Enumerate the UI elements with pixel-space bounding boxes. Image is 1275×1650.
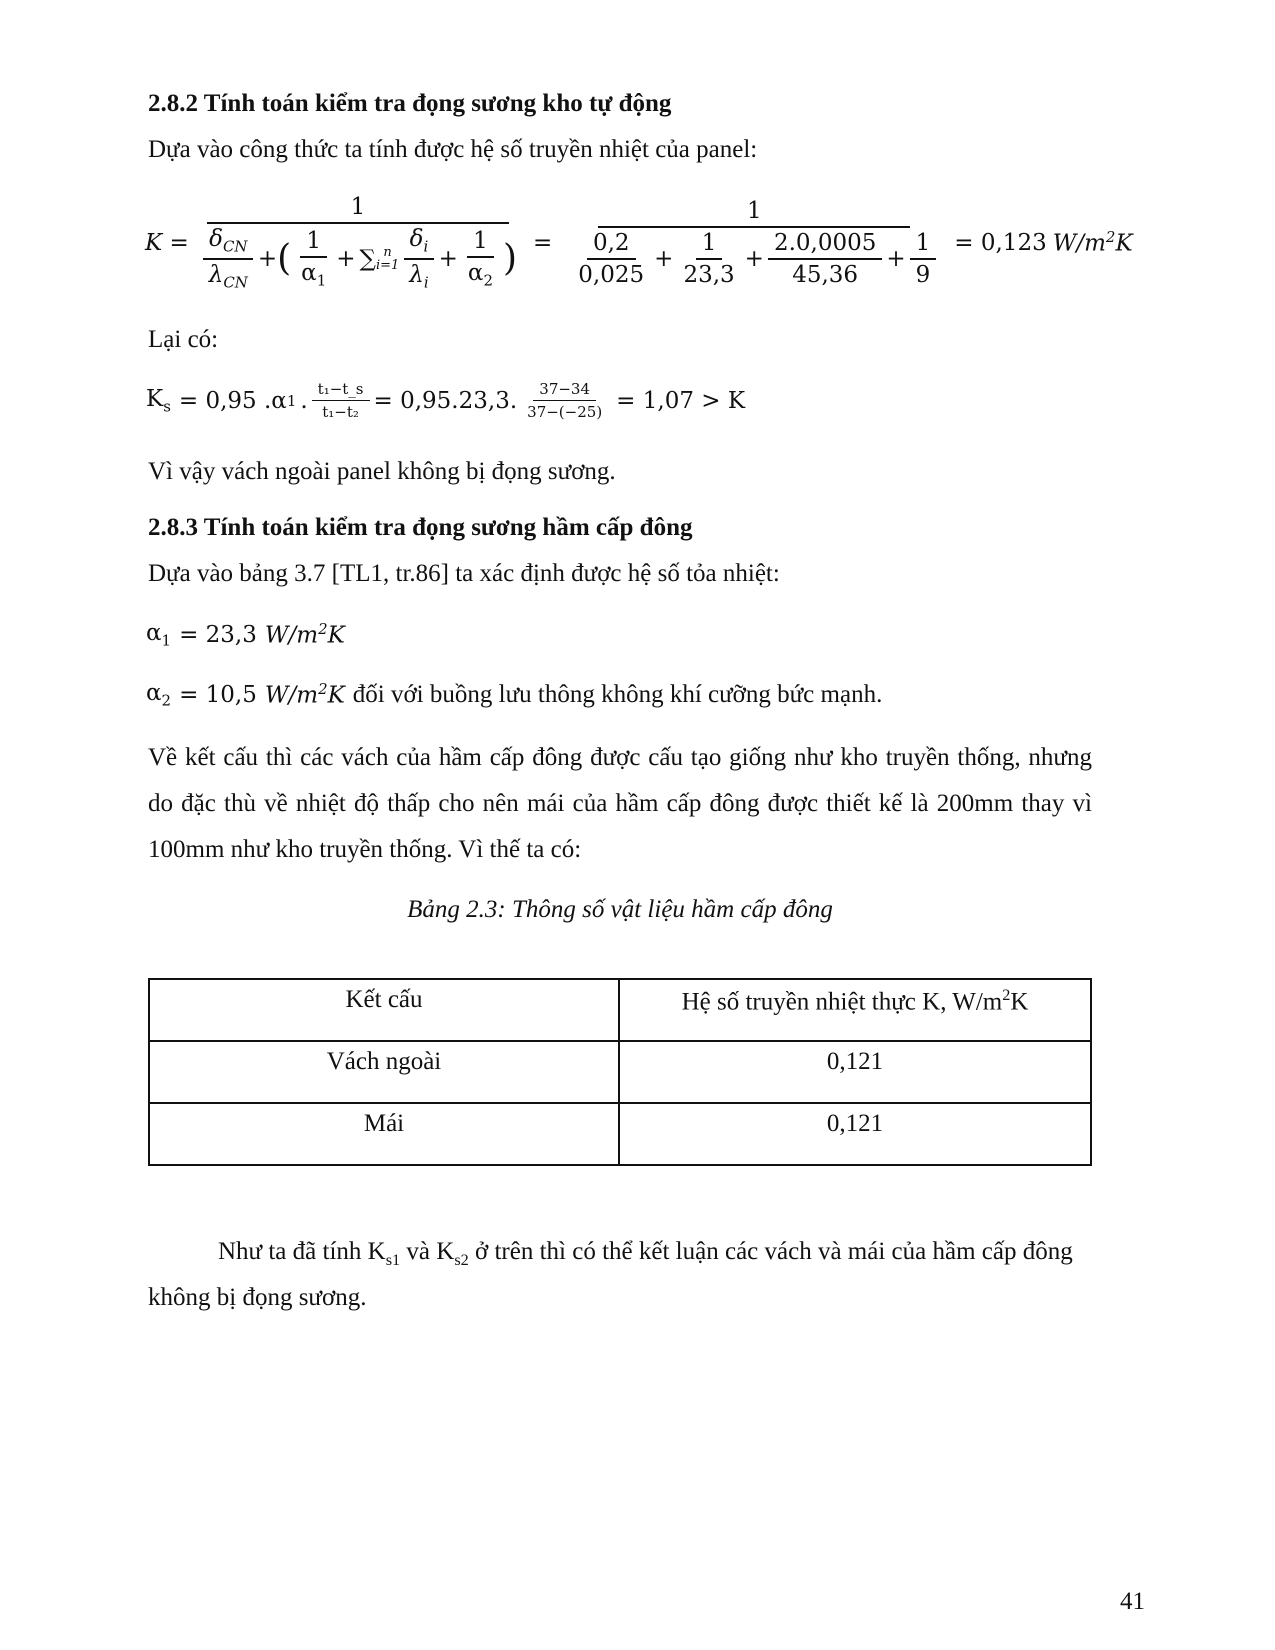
plus-sign: +	[438, 245, 458, 272]
plus-sign: +	[744, 245, 764, 272]
alpha2-sup: 2	[318, 680, 328, 699]
equation-ks	[146, 380, 745, 421]
close-paren: )	[502, 238, 518, 280]
a2-den: α	[467, 259, 484, 286]
delta-cn-sub: CN	[222, 237, 248, 256]
ks-part1: = 0,95 .α	[178, 387, 287, 414]
final-sub-2: s2	[454, 1251, 469, 1269]
f3-den: 45,36	[792, 261, 859, 288]
lai-co-text: Lại có:	[148, 326, 219, 353]
eq-k-unit-sup: 2	[1105, 228, 1116, 247]
sum-sub: i=1	[375, 257, 400, 273]
eq-k-a1-frac	[295, 228, 332, 290]
eq-k-result: = 0,123	[954, 229, 1047, 256]
eq-k-lhs: K =	[145, 229, 189, 256]
ks-part1-sub: 1	[286, 391, 297, 410]
intro-text-283: Dựa vào bảng 3.7 [TL1, tr.86] ta xác định được hệ số tỏa nhiệt:	[148, 560, 780, 587]
eq-k-dcn-frac	[203, 226, 254, 291]
eq-k-a2-frac	[462, 228, 499, 290]
plus-sign: +	[886, 245, 906, 272]
eq-k-di-frac	[403, 226, 434, 291]
equation-k	[145, 194, 1133, 291]
lambda-i-sub: i	[423, 273, 429, 292]
table-header-k-label: Hệ số truyền nhiệt thực K, W/m	[681, 988, 1003, 1016]
a2-sub: 2	[483, 271, 493, 290]
open-paren: (	[277, 238, 292, 280]
eq-k-main-den	[193, 224, 523, 291]
alpha2-line	[146, 680, 882, 710]
table-header-row	[149, 979, 1091, 1041]
ks-dot: .	[300, 387, 308, 414]
table-cell-name: Mái	[149, 1103, 619, 1165]
ks-frac-b-den: 37−(−25)	[527, 403, 603, 421]
final-line-2: không bị đọng sương.	[148, 1284, 367, 1311]
table-header-structure: Kết cấu	[149, 979, 619, 1041]
a1-sub: 1	[316, 271, 327, 290]
alpha1-sym: α	[146, 620, 162, 646]
ks-frac-a-den: t₁−t₂	[322, 403, 359, 421]
alpha1-sub: 1	[161, 631, 172, 650]
table-cell-value: 0,121	[619, 1103, 1091, 1165]
f3-num: 2.0,0005	[768, 230, 882, 260]
f2-den: 23,3	[683, 261, 735, 288]
table-row	[149, 1041, 1091, 1103]
delta-i: δ	[409, 226, 424, 252]
a1-num: 1	[300, 228, 327, 258]
table-row	[149, 1103, 1091, 1165]
para-line-3: 100mm như kho truyền thống. Vì thế ta có:	[148, 836, 582, 863]
eq-k-numeric-den	[562, 228, 946, 288]
ks-frac-a-num: t₁−t_s	[312, 380, 370, 401]
lambda-i: λ	[409, 261, 424, 288]
eq-k-fraction-numeric	[562, 198, 946, 288]
a2-num: 1	[467, 228, 494, 258]
alpha1-end: K	[327, 623, 345, 650]
ks-lhs: K	[146, 385, 164, 412]
alpha1-value: = 23,3	[179, 621, 257, 648]
delta-i-sub: i	[423, 237, 429, 256]
page-number: 41	[1120, 1588, 1145, 1615]
eq-k-numeric-num: 1	[598, 198, 910, 228]
final-sub-1: s1	[385, 1251, 401, 1269]
plus-sign: +	[336, 245, 356, 272]
a1-den: α	[301, 259, 317, 286]
intro-text-282: Dựa vào công thức ta tính được hệ số truyền nhiệt của panel:	[148, 136, 758, 163]
eq-k-fraction-main	[193, 194, 523, 291]
para-line-1: Về kết cấu thì các vách của hầm cấp đông được cấu tạo giống như kho truyền thống, nhưng	[148, 744, 1092, 771]
lambda-cn-sub: CN	[223, 273, 248, 292]
section-heading-283: 2.8.3 Tính toán kiểm tra đọng sương hầm cấp đông	[148, 514, 693, 541]
para-line-2: do đặc thù về nhiệt độ thấp cho nên mái của hầm cấp đông được thiết kế là 200mm thay vì	[148, 790, 1092, 817]
conclusion-282: Vì vậy vách ngoài panel không bị đọng sương.	[148, 458, 616, 485]
alpha2-note: đối với buồng lưu thông không khí cưỡng bức mạnh.	[352, 680, 883, 708]
ks-lhs-sub: s	[163, 397, 171, 416]
plus-sign: +	[654, 245, 674, 272]
ks-result: = 1,07 > K	[616, 387, 746, 414]
alpha1-unit: W/m	[264, 623, 319, 650]
delta-cn: δ	[209, 226, 223, 252]
table-cell-value: 0,121	[619, 1041, 1091, 1103]
equals-sign: =	[533, 229, 553, 256]
sum-sup: n	[383, 244, 392, 260]
alpha2-unit: W/m	[264, 683, 319, 710]
alpha1-sup: 2	[318, 620, 328, 639]
final-text-a: Như ta đã tính K	[218, 1238, 386, 1265]
alpha2-sym: α	[146, 680, 162, 706]
section-heading-282: 2.8.2 Tính toán kiểm tra đọng sương kho tự động	[148, 90, 672, 117]
alpha1-line	[146, 620, 345, 650]
alpha2-sub: 2	[161, 691, 172, 710]
table-cell-name: Vách ngoài	[149, 1041, 619, 1103]
lambda-cn: λ	[208, 261, 224, 288]
f4-num: 1	[910, 230, 937, 260]
f1-num: 0,2	[587, 230, 636, 260]
eq-k-main-num: 1	[207, 194, 509, 224]
f1-den: 0,025	[578, 261, 645, 288]
plus-sign: +	[257, 245, 278, 272]
f2-num: 1	[696, 230, 723, 260]
eq-k-unit-end: K	[1115, 230, 1133, 257]
material-table	[148, 978, 1092, 1166]
table-header-k	[619, 979, 1091, 1041]
final-text-b: và K	[400, 1238, 455, 1265]
ks-part2: = 0,95.23,3.	[373, 387, 518, 414]
sum-symbol: ∑	[359, 245, 376, 272]
alpha2-end: K	[327, 683, 345, 710]
final-line-1	[218, 1238, 1092, 1270]
table-header-k-end: K	[1010, 988, 1029, 1016]
ks-frac-b-num: 37−34	[533, 380, 596, 401]
f4-den: 9	[915, 261, 931, 288]
alpha2-value: = 10,5	[179, 681, 257, 708]
eq-k-unit: W/m	[1052, 230, 1106, 257]
table-caption: Bảng 2.3: Thông số vật liệu hầm cấp đông	[407, 896, 833, 923]
table-header-k-sup: 2	[1002, 986, 1011, 1004]
final-text-c: ở trên thì có thể kết luận các vách và mái của hầm cấp đông	[468, 1238, 1073, 1265]
